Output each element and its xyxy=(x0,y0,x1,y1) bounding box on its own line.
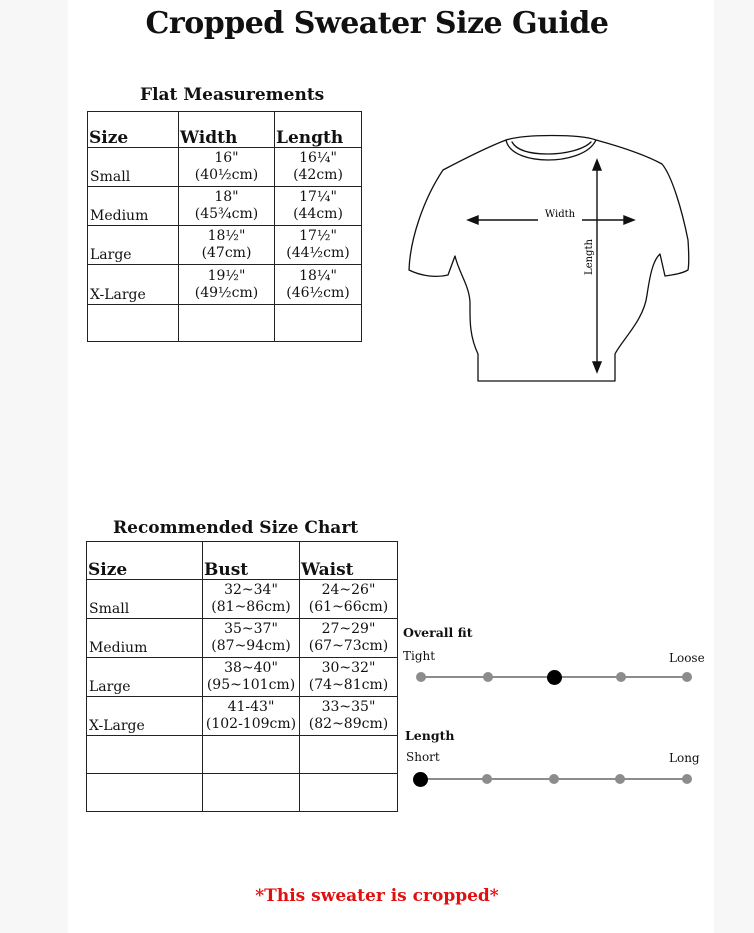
flat-measurements-title: Flat Measurements xyxy=(140,85,325,105)
empty-cell xyxy=(88,305,179,342)
bust-cm: (95~101cm) xyxy=(206,677,296,693)
table-row xyxy=(87,697,398,736)
table-row-empty xyxy=(87,736,398,774)
waist-inches: 24~26" xyxy=(321,582,376,598)
bust-inches: 38~40" xyxy=(224,660,278,676)
table-header-row xyxy=(87,542,398,580)
length-scale-dot xyxy=(482,774,492,784)
overall-fit-title: Overall fit xyxy=(403,625,473,640)
size-cell: X-Large xyxy=(88,265,179,305)
bust-inches: 32~34" xyxy=(224,582,278,598)
overall-fit-dot xyxy=(616,672,626,682)
recommended-size-chart-title: Recommended Size Chart xyxy=(113,518,359,538)
width-cm: (45¾cm) xyxy=(194,206,259,222)
overall-fit-selected-dot xyxy=(547,670,562,685)
width-cell xyxy=(179,265,275,305)
length-cm: (46½cm) xyxy=(286,284,350,301)
neckline-inner xyxy=(512,142,591,154)
table-row xyxy=(87,658,398,697)
empty-cell xyxy=(179,305,275,342)
length-scale-dot xyxy=(682,774,692,784)
sweater-outline xyxy=(409,136,689,382)
header-bust: Bust xyxy=(203,542,300,580)
bust-cell xyxy=(203,580,300,619)
table-row xyxy=(87,619,398,658)
size-cell: Medium xyxy=(87,619,203,658)
bust-cell xyxy=(203,697,300,736)
table-row xyxy=(87,580,398,619)
size-cell: Small xyxy=(88,148,179,187)
width-cell xyxy=(179,148,275,187)
length-inches: 18¼" xyxy=(299,267,337,284)
width-arrow-right-head xyxy=(624,216,634,224)
bust-cm: (81~86cm) xyxy=(211,599,291,615)
length-cell xyxy=(275,148,362,187)
recommended-size-table xyxy=(86,541,398,812)
waist-cell xyxy=(300,658,398,697)
header-waist: Waist xyxy=(300,542,398,580)
length-scale-selected-dot xyxy=(413,772,428,787)
overall-fit-dot xyxy=(416,672,426,682)
cropped-note: *This sweater is cropped* xyxy=(255,886,499,906)
width-cell xyxy=(179,187,275,226)
width-inches: 19½" xyxy=(207,267,246,284)
empty-cell xyxy=(203,736,300,774)
length-label: Length xyxy=(584,239,595,275)
length-scale-dot xyxy=(549,774,559,784)
waist-inches: 30~32" xyxy=(321,660,376,676)
neckline-outer xyxy=(506,140,596,160)
header-length: Length xyxy=(275,112,362,148)
header-width: Width xyxy=(179,112,275,148)
waist-cell xyxy=(300,580,398,619)
width-cm: (40½cm) xyxy=(194,167,259,183)
table-row-empty xyxy=(87,774,398,812)
table-header-row xyxy=(88,112,362,148)
length-scale-right-label: Long xyxy=(669,751,700,765)
width-label: Width xyxy=(544,209,576,220)
sweater-diagram xyxy=(400,130,700,386)
size-cell: Large xyxy=(88,226,179,265)
length-cell xyxy=(275,265,362,305)
empty-cell xyxy=(300,774,398,812)
length-arrow-bottom-head xyxy=(593,362,601,372)
waist-cm: (82~89cm) xyxy=(308,716,389,732)
table-row xyxy=(88,187,362,226)
length-arrow-top-head xyxy=(593,160,601,170)
waist-cell xyxy=(300,697,398,736)
width-cell xyxy=(179,226,275,265)
length-inches: 16¼" xyxy=(299,150,337,166)
empty-cell xyxy=(300,736,398,774)
overall-fit-dot xyxy=(483,672,493,682)
length-scale-title: Length xyxy=(405,728,455,743)
table-row-empty xyxy=(88,305,362,342)
size-cell: X-Large xyxy=(87,697,203,736)
empty-cell xyxy=(87,774,203,812)
empty-cell xyxy=(275,305,362,342)
overall-fit-dot xyxy=(682,672,692,682)
length-scale-left-label: Short xyxy=(406,750,440,764)
length-cm: (42cm) xyxy=(293,167,343,183)
empty-cell xyxy=(203,774,300,812)
overall-fit-left-label: Tight xyxy=(403,649,436,663)
waist-cm: (67~73cm) xyxy=(308,638,389,654)
bust-cm: (102-109cm) xyxy=(205,716,297,732)
page-title: Cropped Sweater Size Guide xyxy=(145,6,609,41)
table-row xyxy=(88,265,362,305)
flat-measurements-table xyxy=(87,111,362,342)
width-inches: 16" xyxy=(214,150,239,166)
size-cell: Medium xyxy=(88,187,179,226)
table-row xyxy=(88,226,362,265)
bust-inches: 35~37" xyxy=(224,621,278,637)
size-cell: Small xyxy=(87,580,203,619)
waist-inches: 33~35" xyxy=(321,699,376,715)
width-inches: 18½" xyxy=(207,228,246,244)
length-cell xyxy=(275,187,362,226)
header-size: Size xyxy=(88,112,179,148)
empty-cell xyxy=(87,736,203,774)
width-arrow-left-head xyxy=(468,216,478,224)
overall-fit-right-label: Loose xyxy=(669,651,705,665)
length-inches: 17½" xyxy=(299,228,337,244)
bust-cell xyxy=(203,619,300,658)
waist-cm: (74~81cm) xyxy=(308,677,389,693)
bust-inches: 41-43" xyxy=(227,699,275,715)
waist-inches: 27~29" xyxy=(321,621,376,637)
waist-cm: (61~66cm) xyxy=(308,599,389,615)
table-row xyxy=(88,148,362,187)
width-cm: (49½cm) xyxy=(194,284,259,301)
length-cell xyxy=(275,226,362,265)
width-inches: 18" xyxy=(214,189,239,205)
size-cell: Large xyxy=(87,658,203,697)
bust-cm: (87~94cm) xyxy=(211,638,291,654)
length-inches: 17¼" xyxy=(299,189,337,205)
waist-cell xyxy=(300,619,398,658)
length-cm: (44cm) xyxy=(293,206,343,222)
header-size: Size xyxy=(87,542,203,580)
length-cm: (44½cm) xyxy=(286,245,350,261)
bust-cell xyxy=(203,658,300,697)
width-cm: (47cm) xyxy=(201,245,252,261)
